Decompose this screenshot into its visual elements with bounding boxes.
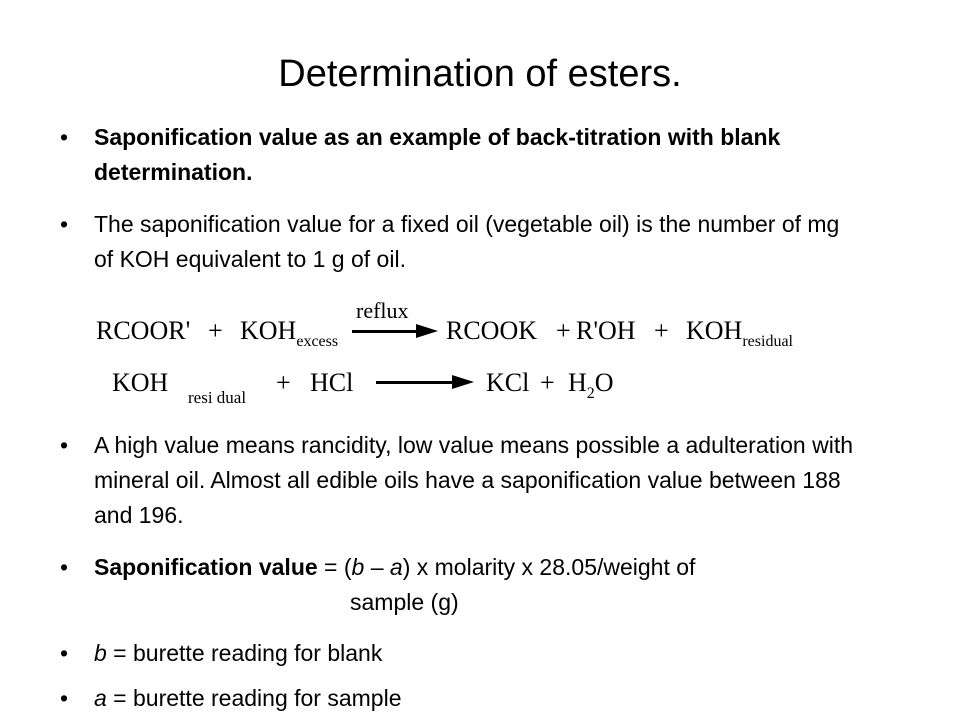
bullet-text: The saponification value for a fixed oil (vegetable oil) is the number of mg of KOH equivalent to 1 g of oil. [94,211,840,272]
bullet-text: b = burette reading for blank [94,640,383,666]
bullet-item [60,681,860,717]
variable-a: a [389,554,403,580]
variable-b: b [94,640,107,666]
bullet-marker: • [60,640,69,666]
variable-a: a [94,685,107,711]
bullet-item [60,428,860,536]
bullet-marker: • [60,685,69,711]
bullet-marker: • [60,211,69,237]
bullet-item [60,207,860,279]
formula-denominator: sample (g) [350,589,459,615]
reaction2-product1: KCl [486,368,530,397]
reaction1-plus: + [556,316,571,345]
reaction2-arrow-shaft [376,381,454,384]
reaction1-arrow-label: reflux [356,298,409,323]
reaction2-reactant1: KOH [112,368,169,397]
reaction1-reactant1: RCOOR' [96,316,191,345]
formula-lead: Saponification value [94,554,318,580]
bullet-marker: • [60,554,69,580]
reaction2-reactant1-sub: resi dual [188,388,247,407]
bullet-text: a = burette reading for sample [94,685,402,711]
variable-b: b [351,554,365,580]
reaction1-arrow-shaft [352,330,418,333]
reaction1-arrow-head [416,324,438,338]
bullet-text: Saponification value as an example of back-titration with blank determination. [94,124,781,185]
reaction1-product1: RCOOK [446,316,538,345]
reaction2-plus: + [276,368,291,397]
reaction2-reactant2: HCl [310,368,354,397]
reaction1-product2: R'OH [576,316,636,345]
bullet-text: A high value means rancidity, low value means possible a adulteration with mineral oil. Almost all edible oils have a saponification value between 188 and 196. [94,432,853,528]
saponification-formula: Saponification value = (b – a) x molarity x 28.05/weight of sample (g) [94,550,864,620]
reaction1-product3: $KOH_{residual}$ [686,316,793,350]
reaction2-arrow-head [452,375,474,389]
reaction1-reactant2: $KOH_{excess}$ [240,316,339,350]
slide-title: Determination of esters. [278,53,682,95]
bullet-item [60,550,860,622]
reaction2-product2: $H_2O$ [568,368,614,402]
bullet-marker: • [60,432,69,458]
bullet-item [60,120,860,192]
reaction1-plus: + [208,316,223,345]
reaction1-plus: + [654,316,669,345]
reaction2-plus: + [540,368,555,397]
bullet-marker: • [60,124,69,150]
bullet-item [60,636,860,672]
